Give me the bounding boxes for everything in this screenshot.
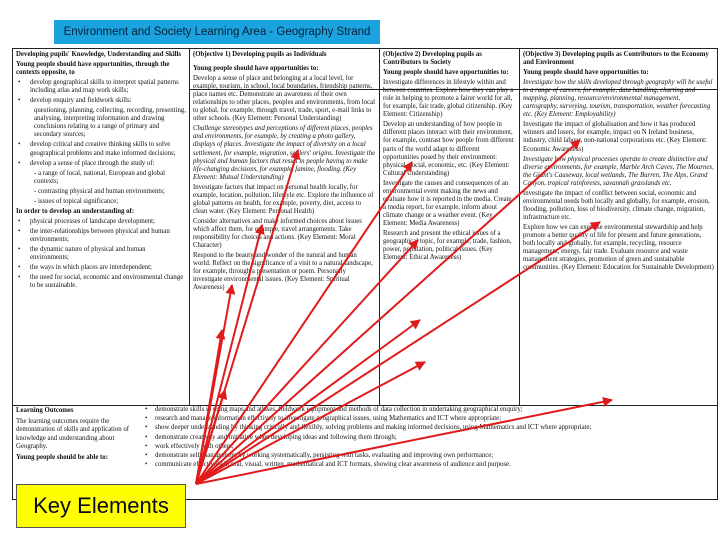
- economy-cell: Investigate the impact of conflict between social, economic and environmental needs both locally and globally, for example, erosion, flooding, pollution, loss of biodiversity, climate change, migration, infrastructure etc.: [523, 189, 710, 221]
- knowledge-item-detail: questioning, planning, collecting, recording, presenting, analysing, interpreting information and drawing conclusions relating to a range of primary and secondary sources;: [34, 107, 186, 139]
- society-heading: (Objective 2) Developing pupils as Contributors to Society: [383, 51, 482, 67]
- economy-column: [520, 49, 717, 405]
- outcome-item: • show deeper understanding by thinking critically and flexibly, solving problems and making informed decisions, using Mathematics and ICT where appropriate;: [143, 424, 713, 432]
- individuals-column: [190, 49, 379, 405]
- society-column: [380, 49, 519, 405]
- develop-item: • the need for social, economic and environmental change to be sustainable.: [16, 274, 186, 290]
- knowledge-intro: Young people should have opportunities, through the contexts opposite, to: [16, 61, 170, 77]
- economy-heading: (Objective 3) Developing pupils as Contributors to the Economy and Environment: [523, 51, 709, 67]
- key-elements-box: [16, 484, 186, 528]
- economy-intro: Young people should have opportunities to:: [523, 69, 649, 77]
- title-banner: Environment and Society Learning Area - Geography Strand: [54, 20, 380, 44]
- outcomes-left: [16, 407, 138, 465]
- develop-heading: In order to develop an understanding of:: [16, 207, 135, 215]
- outcome-item: • demonstrate creativity and initiative when developing ideas and following them through;: [143, 434, 713, 442]
- outcome-item: • communicate effectively in oral, visual, written, mathematical and ICT formats, showing clear awareness of audience and purpose.: [143, 461, 713, 469]
- outcome-item: • research and manage information effectively to investigate geographical issues, using Mathematics and ICT where appropriate;: [143, 415, 713, 423]
- individuals-intro: Young people should have opportunities to:: [193, 65, 319, 73]
- knowledge-item: • develop a sense of place through the study of:: [16, 160, 186, 168]
- outcomes-heading: Learning Outcomes: [16, 407, 74, 414]
- outcomes-intro: The learning outcomes require the demonstration of skills and application of knowledge and understanding about Geography.: [16, 418, 130, 450]
- economy-cell: Investigate the impact of globalisation and how it has produced winners and losers, for example, impact on N Ireland business, industry, child labour, non-national corporations etc. (Key Element: Economic Awareness): [523, 121, 707, 153]
- individuals-cell: Respond to the beauty and wonder of the natural and human world. Reflect on the significance of a visit to a natural landscape, for example, through a presentation or poem. Personally investigate environmental issues. (Key Element: Spiritual Awareness): [193, 252, 373, 292]
- individuals-cell: Consider alternatives and make informed choices about issues which affect them, for example, travel arrangements. Take responsibility for choices and actions. (Key Element: Moral Character): [193, 217, 362, 250]
- knowledge-item: • develop enquiry and fieldwork skills:: [16, 97, 186, 105]
- outcome-item: • demonstrate skills in using maps and atlases, fieldwork equipment and methods of data collection in undertaking geographical enquiry;: [143, 406, 713, 414]
- outcomes-list: [143, 406, 713, 470]
- economy-cell: Investigate how the skills developed through geography will be useful to a range of careers, for example, data handling, charting and mapping, planning, resource/environmental management, cartography, surveying, tourism, transportation, weather forecasting etc. (Key Element: Employability): [523, 79, 713, 119]
- knowledge-column: [13, 49, 189, 405]
- knowledge-subitem: - contrasting physical and human environments;: [34, 187, 165, 195]
- economy-cell: Investigate how physical processes operate to create distinctive and diverse environments, for example, Marble Arch Caves, The Mournes, the Giant's Causeway, local wetlands, The Burren, The Alps, Grand Canyon, tropical rainforests, savannah grasslands etc.: [523, 155, 714, 187]
- knowledge-heading: Developing pupils' Knowledge, Understanding and Skills: [16, 51, 182, 58]
- develop-item: • the inter-relationships between physical and human environments;: [16, 228, 186, 244]
- society-cell: Investigate the causes and consequences of an environmental event making the news and evaluate how it is reported in the media. Create a media report, for example, inform about climate change or a weather event. (Key Element: Media Awareness): [383, 179, 512, 227]
- individuals-cell: Investigate factors that impact on personal health locally, for example, location, pollution, lifestyle etc. Explore the influence of global patterns on health, for example, poverty, diet, access to clean water. (Key Element: Personal Health): [193, 183, 374, 215]
- key-elements-label: Key Elements: [33, 493, 169, 518]
- knowledge-item: • develop critical and creative thinking skills to solve geographical problems and make informed decisions;: [16, 141, 186, 157]
- curriculum-document: [12, 48, 718, 500]
- society-cell: Develop an understanding of how people in different places interact with their environment, for example, contrast how people from different parts of the world adapt to different opportunities posed by their environment: physical, social, economic, etc. (Key Element: Cultural Understanding): [383, 121, 514, 177]
- outcome-item: • work effectively with others;: [143, 443, 713, 451]
- knowledge-subitem: - issues of topical significance;: [34, 197, 119, 205]
- develop-item: • the dynamic nature of physical and human environments;: [16, 246, 186, 262]
- society-cell: Research and present the ethical issues of a geographical topic, for example, trade, fashion, power, population, political issues. (Key Element: Ethical Awareness): [383, 229, 512, 262]
- society-intro: Young people should have opportunities to:: [383, 69, 509, 77]
- outcome-item: • demonstrate self-management by working systematically, persisting with tasks, evaluating and improving own performance;: [143, 452, 713, 460]
- outcomes-able-to: Young people should be able to:: [16, 454, 108, 462]
- society-cell: Investigate differences in lifestyle within and between countries. Explore how they can play a role in helping to promote a fairer world for all, for example, fair trade, global citizenship. (Key Element: Citizenship): [383, 79, 514, 119]
- individuals-cell: Challenge stereotypes and perceptions of different places, peoples and environments, for example, by creating a photo gallery, displays of places. Investigate the impact of diversity on a local settlement, for example, migration, settlers' origins. Investigate the physical and human factors that result in people having to make life-changing decisions, for example, famine, flooding. (Key Element: Mutual Understanding): [193, 125, 376, 181]
- develop-item: • physical processes of landscape development;: [16, 218, 186, 226]
- develop-item: • the ways in which places are interdependent;: [16, 264, 186, 272]
- individuals-heading: (Objective 1) Developing pupils as Individuals: [193, 51, 327, 58]
- economy-cell: Explore how we can exercise environmental stewardship and help promote a better quality of life for present and future generations, both locally and globally, for example, recycling, resource management, energy, fair trade. Evaluate resource and waste management strategies, promotion of green and sustainable communities. (Key Element: Education for Sustainable Development): [523, 223, 714, 272]
- individuals-cell: Develop a sense of place and belonging at a local level, for example, tourism, in school, local boundaries, friendship patterns, place names etc. Demonstrate an awareness of their own relationships to other places, peoples and environments, from local to global, for example, through travel, trade, sport, e-mail links to other schools. (Key Element: Personal Understanding): [193, 75, 375, 123]
- knowledge-item: • develop geographical skills to interpret spatial patterns including atlas and map work skills;: [16, 79, 186, 95]
- knowledge-subitem: - a range of local, national, European and global contexts;: [34, 169, 165, 185]
